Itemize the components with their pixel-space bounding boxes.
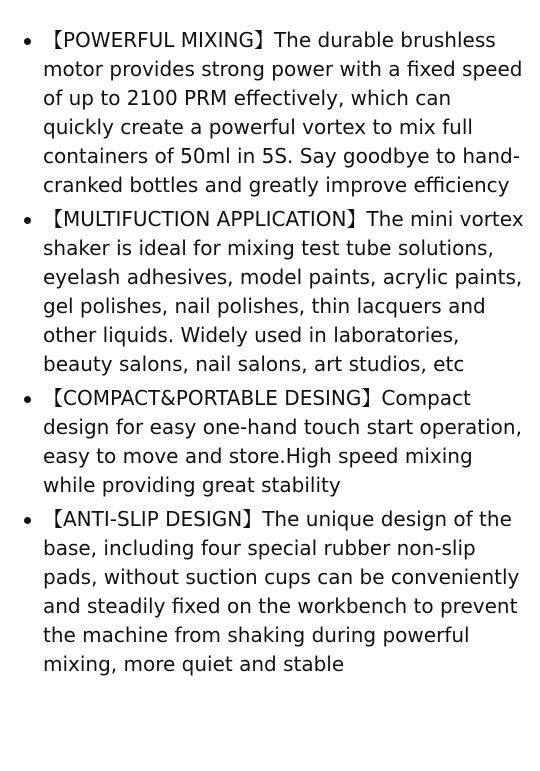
feature-bullet-text: 【MULTIFUCTION APPLICATION】The mini vortex shaker is ideal for mixing test tube solutions, eyelash adhesives, model paints, acrylic paints, gel polishes, nail polishes, thin lacquers and other liquids. Widely used in laboratories, beauty salons, nail salons, art studios, etc	[43, 207, 524, 376]
bullet-dot-icon	[24, 38, 31, 45]
bullet-dot-icon	[24, 217, 31, 224]
bullet-dot-icon	[24, 396, 31, 403]
feature-bullet-powerful-mixing	[0, 26, 526, 200]
feature-bullet-text: 【COMPACT&PORTABLE DESING】Compact design for easy one-hand touch start operation, easy to move and store.High speed mixing while providing great stability	[43, 386, 522, 497]
feature-bullet-compact-portable	[0, 384, 526, 500]
bullet-dot-icon	[24, 517, 31, 524]
feature-bullet-text: 【ANTI-SLIP DESIGN】The unique design of the base, including four special rubber non-slip pads, without suction cups can be conveniently and steadily fixed on the workbench to prevent the machine from shaking during powerful mixing, more quiet and stable	[43, 507, 520, 676]
feature-bullet-anti-slip-design	[0, 505, 526, 679]
feature-bullet-text: 【POWERFUL MIXING】The durable brushless motor provides strong power with a fixed speed of up to 2100 PRM effectively, which can quickly create a powerful vortex to mix full containers of 50ml in 5S. Say goodbye to hand-cranked bottles and greatly improve efficiency	[43, 28, 523, 197]
feature-bullet-multifunction-application	[0, 205, 526, 379]
